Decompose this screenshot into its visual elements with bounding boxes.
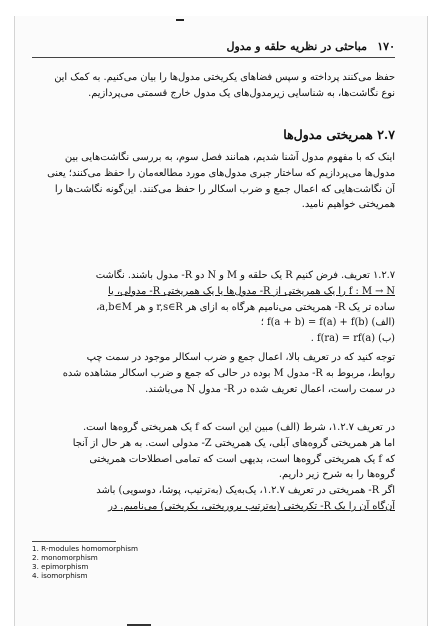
footnote: 3. epimorphism [32, 562, 89, 571]
definition-paragraph [32, 268, 395, 347]
text-line: توجه کنید که در تعریف بالا، اعمال جمع و ضرب اسکالر موجود در سمت چپ [86, 352, 395, 363]
text-line: در سمت راست، اعمال تعریف شده در R- مدول N می‌باشند. [145, 383, 395, 395]
text-line: اگر R- همریختی در تعریف ۱.۲.۷، یک‌به‌یک (به‌ترتیب، پوشا، دوسویی) باشد [96, 485, 395, 497]
remark-paragraph [32, 350, 395, 397]
text-line: نوع نگاشت‌ها، به شناسایی زیرمدول‌های یک مدول خارج قسمتی می‌پردازیم. [88, 87, 395, 99]
closing-paragraph [32, 420, 395, 515]
running-header [32, 40, 395, 56]
formula-line: (ب) f(ra) = rf(a) . [310, 333, 395, 345]
running-title: مباحثی در نظریه حلقه و مدول [226, 40, 367, 53]
text-line: همریختی خواهیم نامید. [301, 199, 395, 211]
text-line: گروه‌ها را به شرح زیر داریم. [278, 469, 395, 481]
footnote: 2. monomorphism [32, 553, 98, 562]
bottom-margin-mark [127, 624, 151, 626]
section-paragraph [32, 150, 395, 213]
footnote-rule [32, 541, 116, 542]
text-line: آن‌گاه آن را یک R- تکریختی (به‌ترتیب بروریختی، یکریختی) می‌نامیم. در [108, 500, 395, 512]
text-line: اما هر همریختی گروه‌های آبلی، یک همریختی Z- مدولی است. به هر حال از آنجا [72, 437, 395, 449]
text-line: در تعریف ۱.۲.۷، شرط (الف) مبین این است که f یک همریختی گروه‌ها است. [83, 422, 395, 433]
formula-line: (الف) f(a + b) = f(a) + f(b) ؛ [260, 317, 395, 329]
text-line: روابط، مربوط به R- مدول M بوده در حالی که جمع و ضرب اسکالر مشاهده شده [62, 367, 395, 379]
text-line: حفظ می‌کنند پرداخته و سپس فضاهای یکریختی مدول‌ها را بیان می‌کنیم. به کمک این [54, 72, 395, 83]
footnote: 1. R-modules homomorphism [32, 544, 138, 553]
header-rule [32, 57, 395, 58]
text-line: f : M → N را یک همریختی از R- مدول‌ها یا یک همریختی R- مدولی، یا [108, 285, 395, 297]
footnotes [32, 544, 138, 580]
text-line: ساده تر یک R- همریختی می‌نامیم هرگاه به ازای هر r,s∈R و هر a,b∈M، [96, 301, 395, 313]
text-line: ۱.۲.۷ تعریف. فرض کنیم R یک حلقه و M و N دو R- مدول باشند. نگاشت [95, 270, 395, 281]
text-line: آن نگاشت‌هایی که اعمال جمع و ضرب اسکالر را حفظ می‌کنند. این‌گونه نگاشت‌ها را [54, 183, 395, 195]
page-number: ۱۷۰ [377, 40, 395, 53]
text-line: مدول‌ها می‌پردازیم که ساختار جبری مدول‌های مورد مطالعه‌مان را حفظ می‌کنند؛ یعنی [47, 167, 395, 179]
top-margin-mark [176, 19, 184, 21]
intro-paragraph [32, 70, 395, 102]
section-heading: ۲.۷ همریختی مدول‌ها [283, 127, 395, 142]
footnote: 4. isomorphism [32, 571, 88, 580]
text-line: اینک که با مفهوم مدول آشنا شدیم، همانند فصل سوم، به بررسی نگاشت‌هایی بین [64, 152, 395, 163]
text-line: که f یک همریختی گروه‌ها است، بدیهی است که تمامی اصطلاحات همریختی [89, 453, 395, 465]
